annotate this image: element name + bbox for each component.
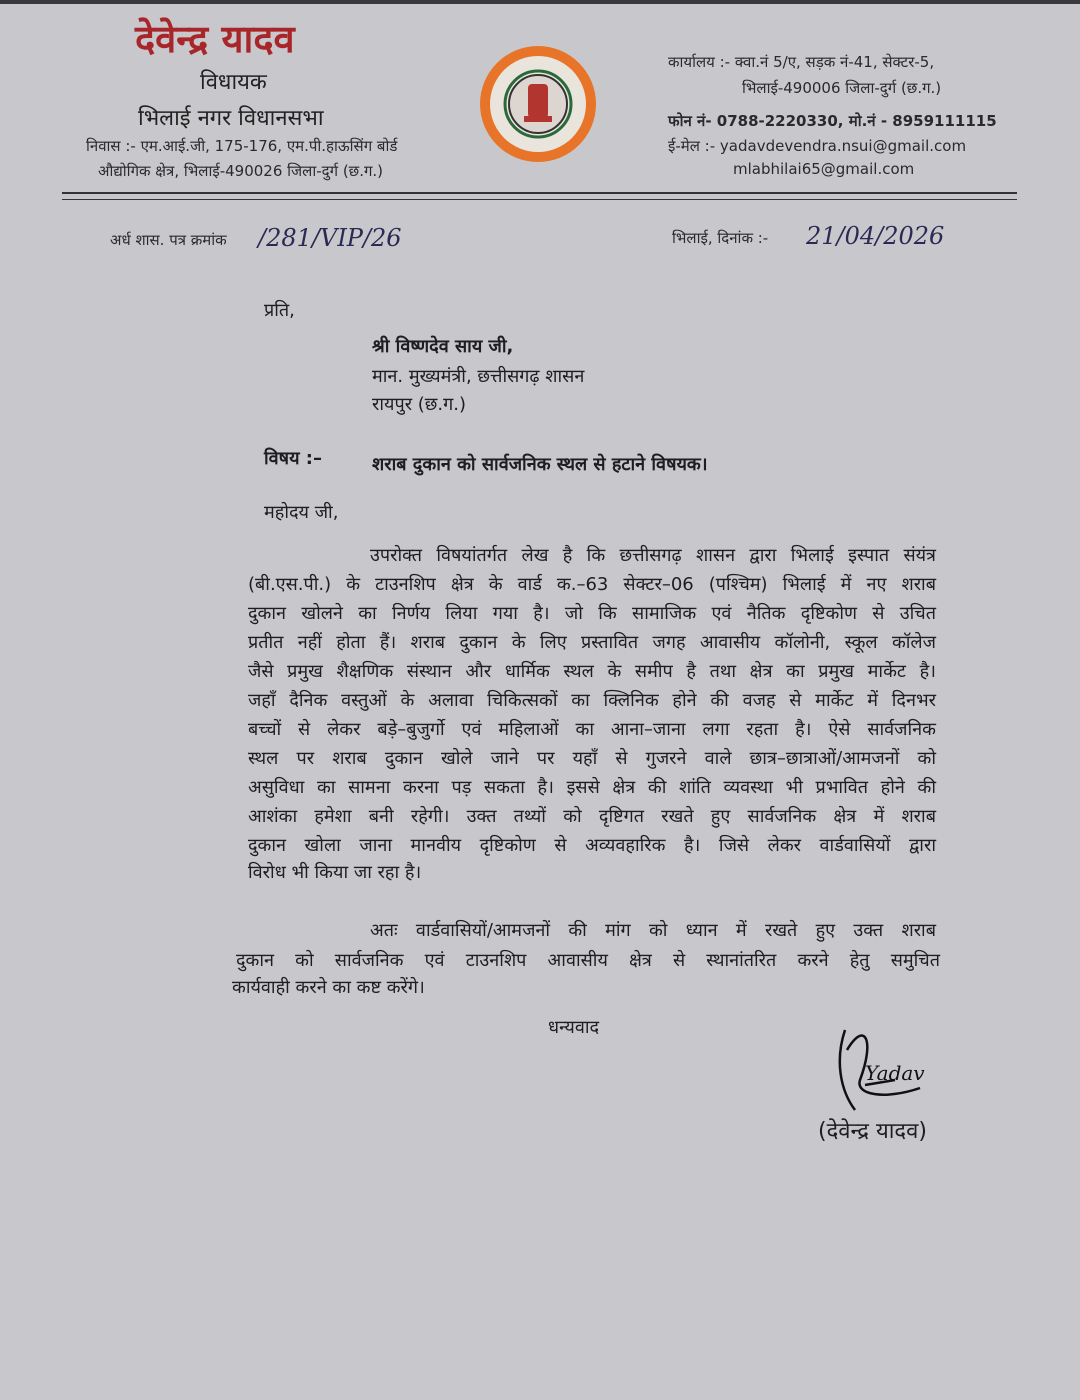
mla-name: देवेन्द्र यादव (135, 17, 295, 61)
closing: धन्यवाद (548, 1017, 600, 1038)
paragraph-line: दुकान खोलने का निर्णय लिया गया है। जो कि सामाजिक एवं नैतिक दृष्टिकोण से उचित (248, 603, 936, 624)
paragraph-line: स्थल पर शराब दुकान खोले जाने पर यहाँ से गुजरने वाले छात्र–छात्राओं/आमजनों को (248, 748, 936, 769)
paragraph-line: बच्चों से लेकर बड़े–बुजुर्गो एवं महिलाओं का आना–जाना लगा रहता है। ऐसे सार्वजनिक (248, 719, 936, 740)
email-1: ई-मेल :- yadavdevendra.nsui@gmail.com (668, 137, 967, 155)
header-divider-thin (62, 199, 1017, 200)
paragraph-line: असुविधा का सामना करना पड़ सकता है। इससे क्षेत्र की शांति व्यवस्था भी प्रभावित होने की (248, 777, 936, 798)
header-divider (62, 192, 1017, 194)
signature-text: Yadav (865, 1061, 925, 1085)
paragraph-line: दुकान को सार्वजनिक एवं टाउनशिप आवासीय क्षेत्र से स्थानांतरित करने हेतु समुचित (236, 950, 940, 971)
salutation: महोदय जी, (264, 502, 339, 523)
top-edge (0, 0, 1080, 4)
date: 21/04/2026 (806, 222, 945, 250)
paragraph-line: (बी.एस.पी.) के टाउनशिप क्षेत्र के वार्ड क.–63 सेक्टर–06 (पश्चिम) भिलाई में नए शराब (248, 574, 936, 595)
office-line-1: कार्यालय :- क्वा.नं 5/ए, सड़क नं-41, सेक्टर-5, (668, 53, 935, 71)
signatory-name: (देवेन्द्र यादव) (818, 1119, 927, 1144)
paragraph-line: उपरोक्त विषयांतर्गत लेख है कि छत्तीसगढ़ शासन द्वारा भिलाई इस्पात संयंत्र (370, 545, 936, 566)
recipient-title: मान. मुख्यमंत्री, छत्तीसगढ़ शासन (372, 366, 585, 387)
constituency: भिलाई नगर विधानसभा (138, 106, 324, 131)
paragraph-line: विरोध भी किया जा रहा है। (248, 862, 422, 883)
prati: प्रति, (264, 300, 295, 321)
paragraph-line: अतः वार्डवासियों/आमजनों की मांग को ध्यान में रखते हुए उक्त शराब (370, 920, 936, 941)
paragraph-line: दुकान खोला जाना मानवीय दृष्टिकोण से अव्यवहारिक है। जिसे लेकर वार्डवासियों द्वारा (248, 835, 936, 856)
ref-label: अर्ध शास. पत्र क्रमांक (110, 231, 227, 249)
residence-line-2: औद्योगिक क्षेत्र, भिलाई-490026 जिला-दुर्ग (छ.ग.) (98, 162, 384, 180)
email-2: mlabhilai65@gmail.com (733, 160, 915, 178)
office-line-2: भिलाई-490006 जिला-दुर्ग (छ.ग.) (742, 79, 942, 97)
recipient-name: श्री विष्णदेव साय जी, (372, 336, 514, 357)
recipient-city: रायपुर (छ.ग.) (372, 394, 467, 415)
paragraph-line: जहाँ दैनिक वस्तुओं के अलावा चिकित्सकों का क्लिनिक होने की वजह से मार्केट में दिनभर (248, 690, 936, 711)
signature-icon (825, 1010, 955, 1120)
date-label: भिलाई, दिनांक :- (672, 229, 769, 247)
paragraph-line: आशंका हमेशा बनी रहेगी। उक्त तथ्यों को दृष्टिगत रखते हुए सार्वजनिक क्षेत्र में शराब (248, 806, 936, 827)
phone: फोन नं- 0788-2220330, मो.नं - 8959111115 (668, 112, 997, 130)
emblem-seal-icon (478, 44, 598, 164)
paragraph-line: जैसे प्रमुख शैक्षणिक संस्थान और धार्मिक स्थल के समीप है तथा क्षेत्र का प्रमुख मार्केट है। (248, 661, 936, 682)
paragraph-line: प्रतीत नहीं होता हैं। शराब दुकान के लिए प्रस्तावित जगह आवासीय कॉलोनी, स्कूल कॉलेज (248, 632, 936, 653)
paragraph-line: कार्यवाही करने का कष्ट करेंगे। (232, 977, 425, 998)
designation: विधायक (200, 70, 267, 95)
ref-number: /281/VIP/26 (258, 224, 402, 252)
subject-label: विषय :– (264, 448, 322, 469)
residence-line-1: निवास :- एम.आई.जी, 175-176, एम.पी.हाऊसिंग बोर्ड (86, 137, 398, 155)
subject-text: शराब दुकान को सार्वजनिक स्थल से हटाने विषयक। (372, 454, 708, 475)
